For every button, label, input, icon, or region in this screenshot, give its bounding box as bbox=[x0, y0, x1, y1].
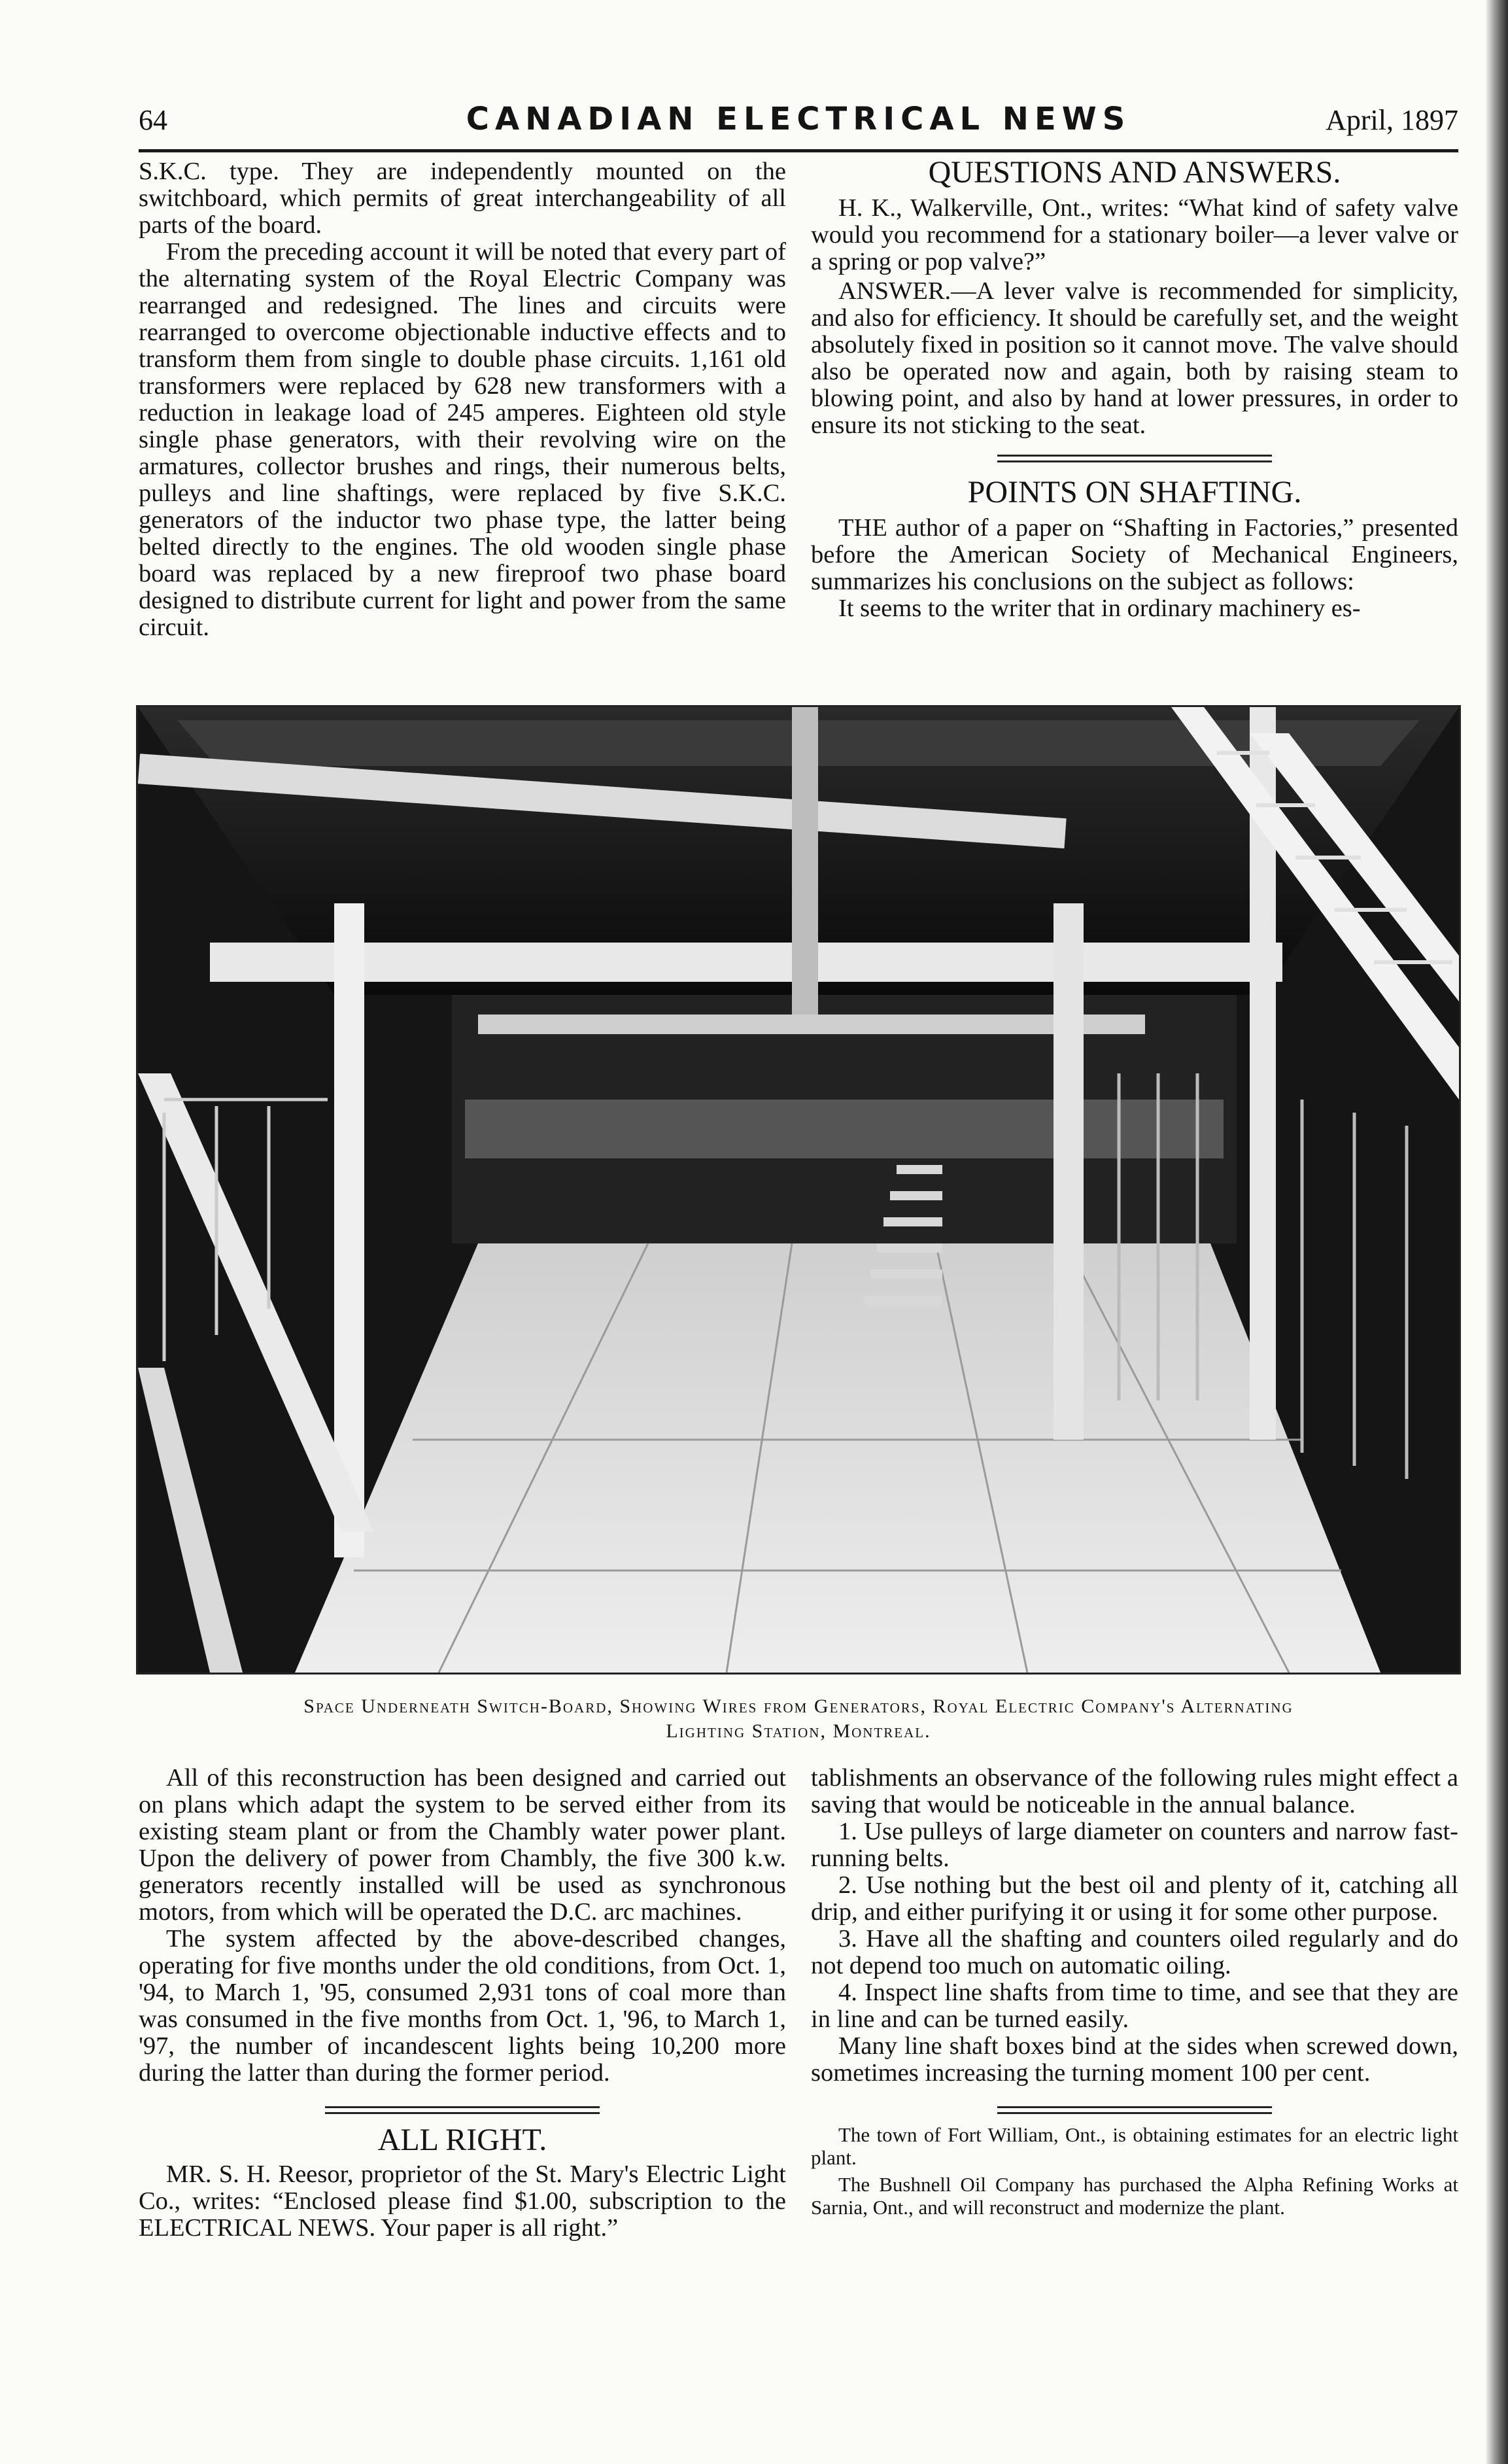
paragraph: All of this reconstruction has been designed and carried out on plans which adapt the system to be served either from its existing steam plant or from the Chambly water power plant. Upon the delivery of power from Chambly, the five 300 k.w. generators recently installed will be used as synchronous motors, from which will be operated the D.C. arc machines. bbox=[139, 1764, 786, 1926]
right-column-top bbox=[811, 156, 1458, 622]
paragraph: The system affected by the above-described changes, operating for five months under the old conditions, from Oct. 1, '94, to March 1, '95, consumed 2,931 tons of coal more than was consumed in the five months from Oct. 1, '96, to March 1, '97, the number of incandescent lights being 10,200 more during the latter than during the former period. bbox=[139, 1925, 786, 2087]
section-divider bbox=[997, 455, 1272, 462]
shafting-intro: THE author of a paper on “Shafting in Factories,” presented before the American Society of Mechanical Engineers, summarizes his conclusions on the subject as follows: bbox=[811, 514, 1458, 595]
shafting-rule: 3. Have all the shafting and counters oiled regularly and do not depend too much on automatic oiling. bbox=[811, 1925, 1458, 1979]
issue-date: April, 1897 bbox=[1326, 104, 1458, 136]
news-note: The Bushnell Oil Company has purchased the Alpha Refining Works at Sarnia, Ont., and will reconstruct and modernize the plant. bbox=[811, 2173, 1458, 2219]
header-rule bbox=[139, 149, 1458, 152]
right-column-bottom bbox=[811, 1765, 1458, 2219]
article-continuation bbox=[139, 158, 786, 641]
page-number: 64 bbox=[139, 104, 167, 136]
all-right-heading: ALL RIGHT. bbox=[377, 2123, 547, 2157]
shafting-rule: 1. Use pulleys of large diameter on counters and narrow fast-running belts. bbox=[811, 1818, 1458, 1872]
caption-line: Lighting Station, Montreal. bbox=[666, 1720, 931, 1742]
photo-caption bbox=[139, 1694, 1458, 1744]
photo-illustration bbox=[138, 707, 1459, 1673]
shafting-heading: POINTS ON SHAFTING. bbox=[967, 475, 1302, 510]
qa-heading: QUESTIONS AND ANSWERS. bbox=[928, 155, 1341, 190]
shafting-intro-continued: It seems to the writer that in ordinary machinery es- bbox=[838, 595, 1361, 622]
news-note: The town of Fort William, Ont., is obtaining estimates for an electric light plant. bbox=[811, 2123, 1458, 2169]
all-right-letter: MR. S. H. Reesor, proprietor of the St. Mary's Electric Light Co., writes: “Enclosed please find $1.00, subscription to the ELECTRICAL NEWS. Your paper is all right.” bbox=[139, 2160, 786, 2242]
page-header bbox=[139, 98, 1458, 150]
news-notes bbox=[811, 2123, 1458, 2219]
caption-line: Space Underneath Switch-Board, Showing Wires from Generators, Royal Electric Company's Alternating bbox=[303, 1695, 1294, 1717]
paragraph: S.K.C. type. They are independently mounted on the switchboard, which permits of great interchangeability of all parts of the board. bbox=[139, 158, 786, 239]
paragraph: tablishments an observance of the following rules might effect a saving that would be noticeable in the annual balance. bbox=[811, 1764, 1458, 1818]
section-divider bbox=[325, 2106, 600, 2114]
shafting-rule: 4. Inspect line shafts from time to time, and see that they are in line and can be turned easily. bbox=[811, 1979, 1458, 2033]
qa-answer: ANSWER.—A lever valve is recommended for simplicity, and also for efficiency. It should be carefully set, and the weight absolutely fixed in position so it cannot move. The valve should also be operated now and again, both by raising steam to blowing point, and also by hand at lower pressures, in order to ensure its not sticking to the seat. bbox=[811, 277, 1458, 439]
qa-question: H. K., Walkerville, Ont., writes: “What kind of safety valve would you recommend for a stationary boiler—a lever valve or a spring or pop valve?” bbox=[811, 194, 1458, 275]
shafting-rule: 2. Use nothing but the best oil and plenty of it, catching all drip, and either purifying it or using it for some other purpose. bbox=[811, 1871, 1458, 1926]
paragraph: From the preceding account it will be noted that every part of the alternating system of the Royal Electric Company was rearranged and redesigned. The lines and circuits were rearranged to overcome objectionable inductive effects and to transform them from single to double phase circuits. 1,161 old transformers were replaced by 628 new transformers with a reduction in leakage load of 245 amperes. Eighteen old style single phase generators, with their revolving wire on the armatures, collector brushes and rings, their numerous belts, pulleys and line shaftings, were replaced by five S.K.C. generators of the inductor two phase type, the latter being belted directly to the engines. The old wooden single phase board was replaced by a new fireproof two phase board designed to distribute current for light and power from the same circuit. bbox=[139, 238, 786, 641]
paragraph: Many line shaft boxes bind at the sides when screwed down, sometimes increasing the turning moment 100 per cent. bbox=[811, 2032, 1458, 2087]
switchboard-photo bbox=[136, 705, 1461, 1674]
page-edge-shadow bbox=[1486, 0, 1508, 2464]
left-column-bottom bbox=[139, 1765, 786, 2242]
section-divider bbox=[997, 2106, 1272, 2114]
publication-title: CANADIAN ELECTRICAL NEWS bbox=[466, 101, 1131, 137]
